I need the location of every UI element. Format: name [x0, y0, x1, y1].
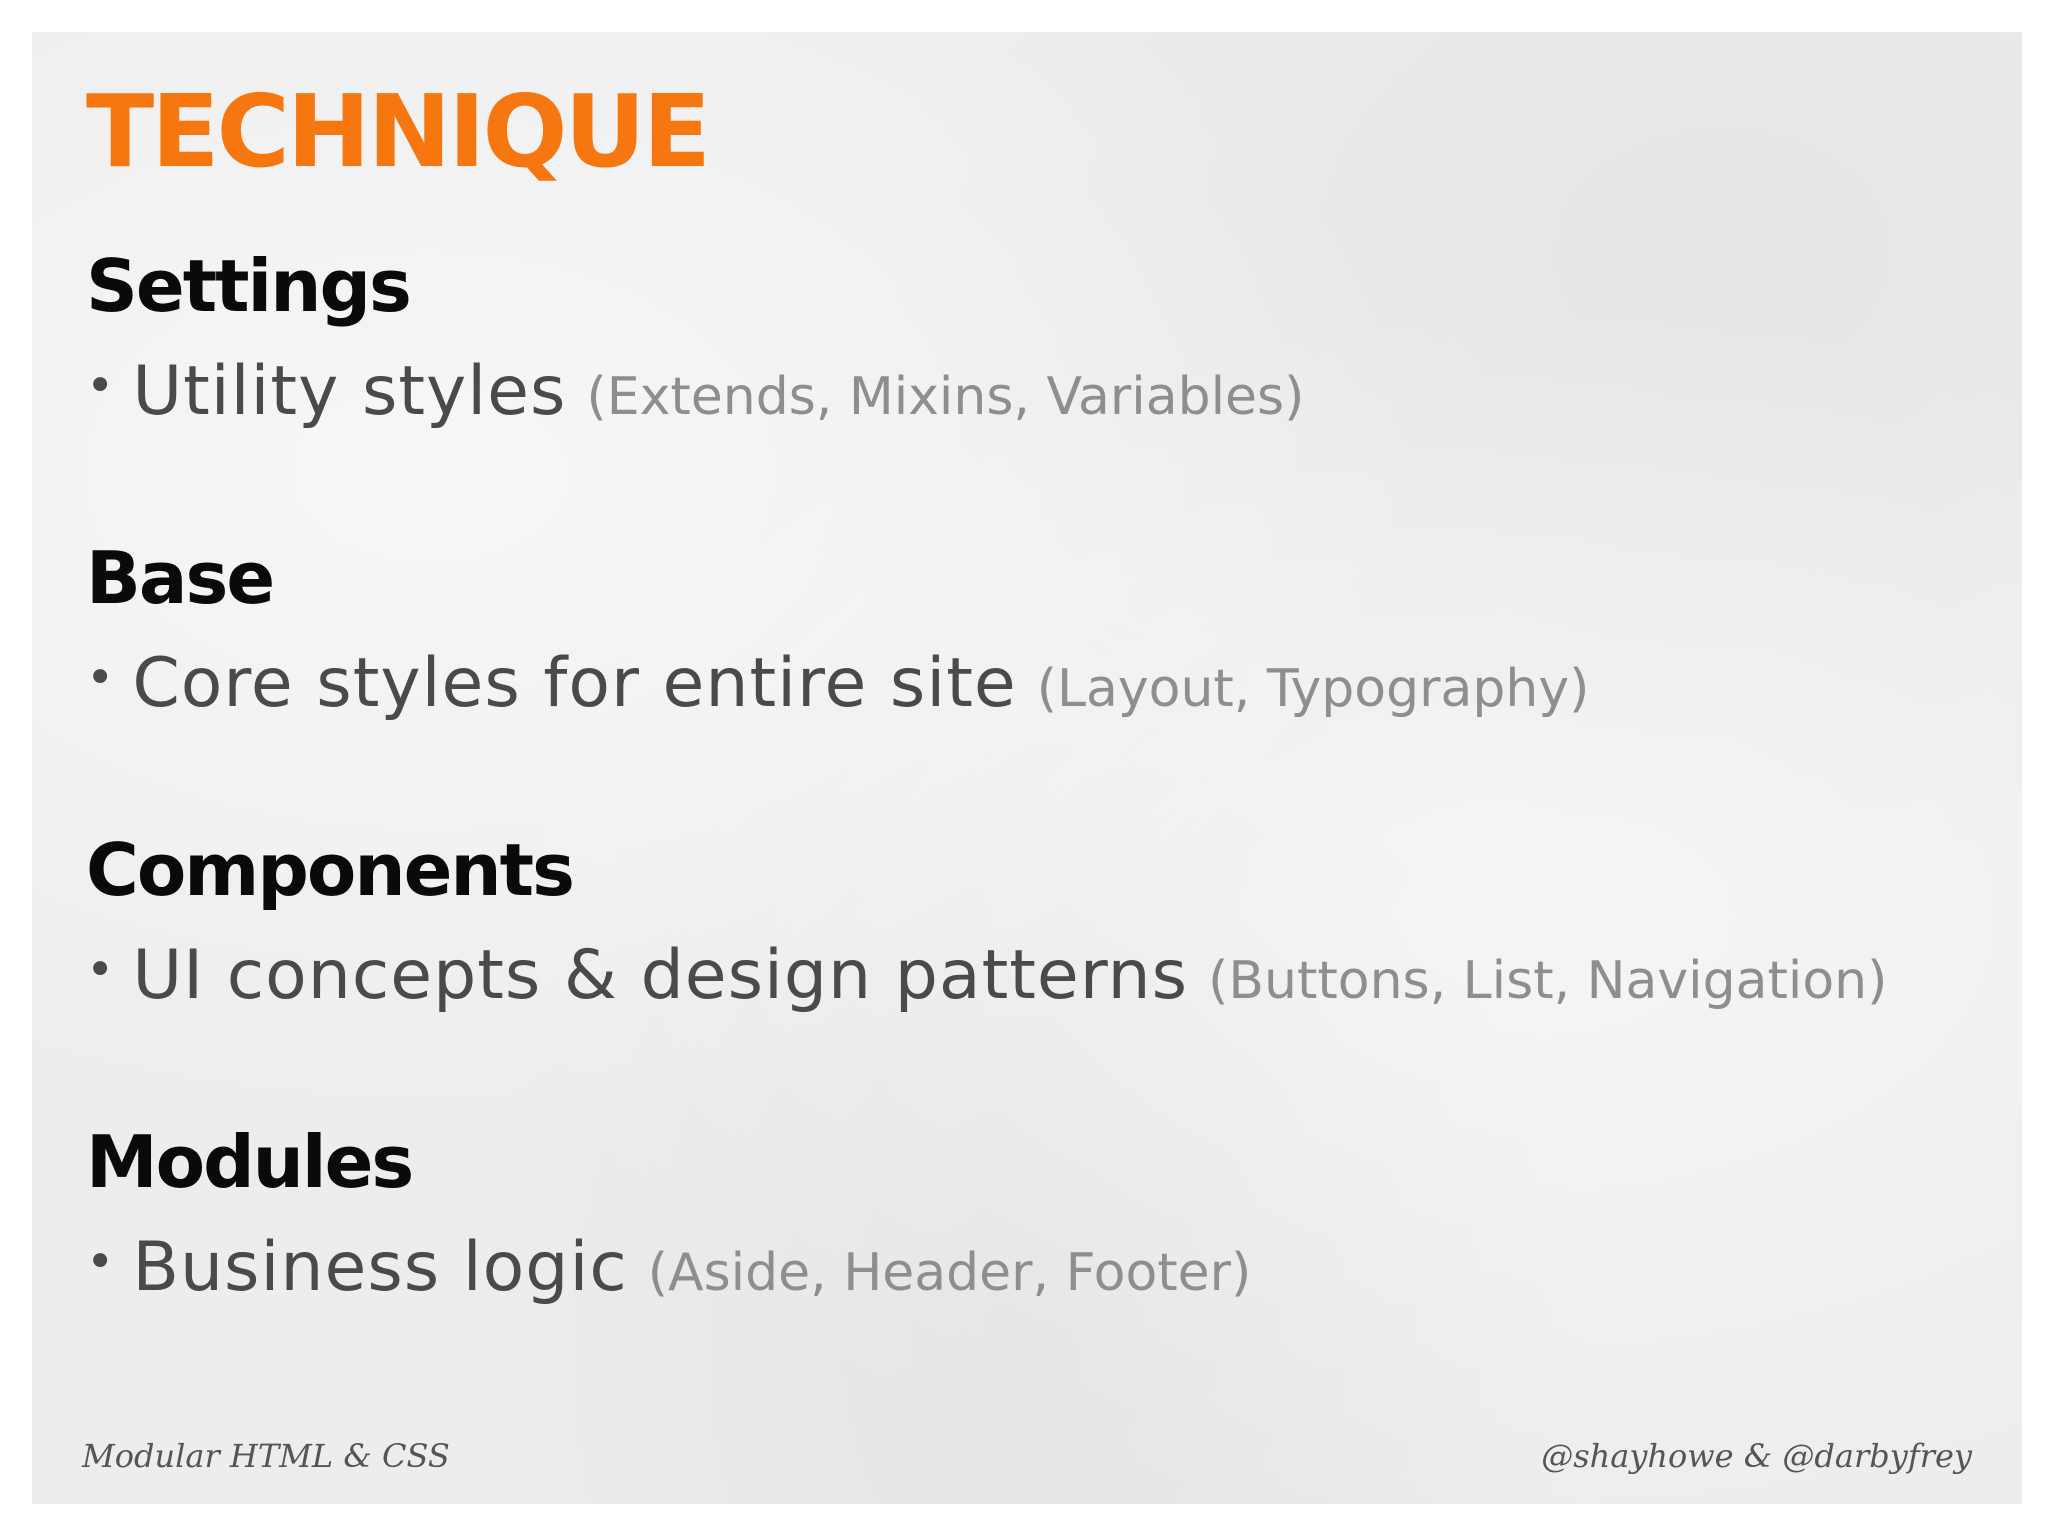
section-settings: [86, 244, 1986, 431]
section-heading: Base: [86, 536, 274, 620]
section-heading: Modules: [86, 1120, 413, 1204]
bullet-note: (Extends, Mixins, Variables): [586, 367, 1305, 427]
bullet-text: Core styles for entire site: [132, 644, 1017, 723]
bullet-item: [86, 936, 1986, 1015]
bullet-text: UI concepts & design patterns: [132, 936, 1189, 1015]
section-heading: Components: [86, 828, 573, 912]
bullet-text: Utility styles: [132, 352, 567, 431]
bullet-note: (Buttons, List, Navigation): [1208, 951, 1888, 1011]
section-components: [86, 828, 1986, 1015]
slide: [32, 32, 2022, 1504]
bullet-icon: •: [86, 650, 115, 706]
slide-title: TECHNIQUE: [86, 73, 709, 190]
section-modules: [86, 1120, 1986, 1307]
bullet-note: (Aside, Header, Footer): [647, 1243, 1252, 1303]
bullet-text: Business logic: [132, 1228, 628, 1307]
section-base: [86, 536, 1986, 723]
bullet-icon: •: [86, 1234, 115, 1290]
bullet-icon: •: [86, 942, 115, 998]
section-heading: Settings: [86, 244, 410, 328]
bullet-item: [86, 644, 1986, 723]
bullet-item: [86, 1228, 1986, 1307]
footer-authors: @shayhowe & @darbyfrey: [1541, 1437, 1972, 1475]
bullet-icon: •: [86, 358, 115, 414]
bullet-item: [86, 352, 1986, 431]
footer-title: Modular HTML & CSS: [82, 1437, 450, 1475]
bullet-note: (Layout, Typography): [1036, 659, 1590, 719]
